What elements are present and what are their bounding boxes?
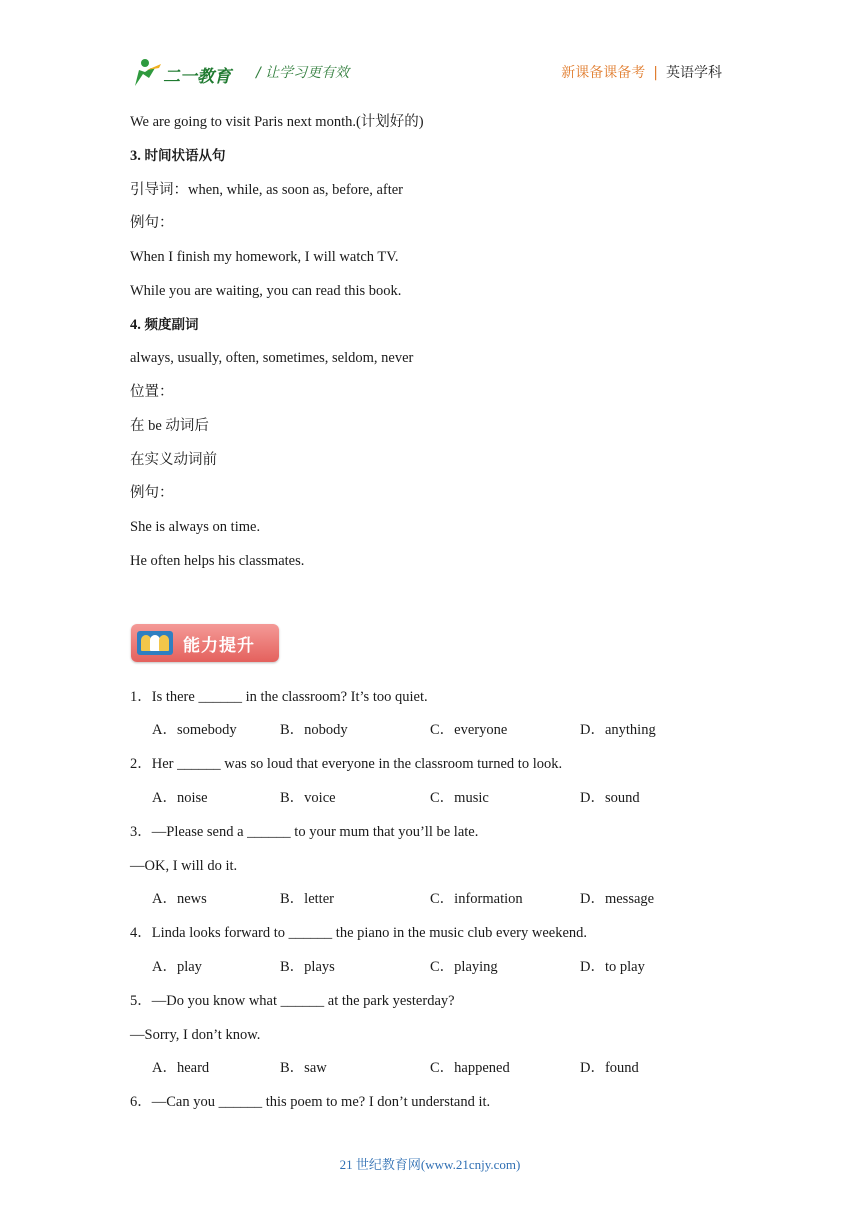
option-d: D．message <box>580 891 655 907</box>
question-stem: 5．—Do you know what ______ at the park yesterday? <box>130 993 455 1009</box>
option-d: D．to play <box>580 959 645 975</box>
text-line: 位置： <box>130 384 174 400</box>
question-stem: 4．Linda looks forward to ______ the piano in the music club every weekend. <box>130 925 588 941</box>
section-heading <box>130 146 226 166</box>
option-c: C．music <box>430 790 489 806</box>
option-c: C．information <box>430 891 523 907</box>
option-b: B．plays <box>280 959 335 975</box>
option-a: A．heard <box>152 1060 210 1076</box>
text-line: He often helps his classmates. <box>130 553 305 569</box>
section-title: 频度副词 <box>144 317 199 333</box>
header-slogan: / 让学习更有效 <box>256 65 350 81</box>
text-line: 在实义动词前 <box>130 452 217 468</box>
option-c: C．happened <box>430 1060 510 1076</box>
header-subject-label: 英语学科 <box>666 65 722 81</box>
text-line: When I finish my homework, I will watch TV. <box>130 249 399 265</box>
section-banner <box>131 624 279 662</box>
question-stem: 3．—Please send a ______ to your mum that you’ll be late. <box>130 824 479 840</box>
question-reply: —OK, I will do it. <box>130 858 238 874</box>
option-b: B．voice <box>280 790 336 806</box>
question-stem: 1．Is there ______ in the classroom? It’s too quiet. <box>130 689 428 705</box>
text-line: We are going to visit Paris next month.(计划好的) <box>130 114 424 130</box>
text-line: She is always on time. <box>130 519 261 535</box>
option-d: D．anything <box>580 722 656 738</box>
option-b: B．nobody <box>280 722 348 738</box>
option-a: A．play <box>152 959 202 975</box>
text-line: 例句： <box>130 215 174 231</box>
header-right <box>561 62 722 82</box>
text-line: 引导词：when, while, as soon as, before, after <box>130 182 404 198</box>
section-title: 时间状语从句 <box>144 148 226 164</box>
people-group-icon <box>137 631 173 655</box>
text-line: While you are waiting, you can read this book. <box>130 283 402 299</box>
option-c: C．everyone <box>430 722 508 738</box>
option-a: A．somebody <box>152 722 237 738</box>
question-stem: 6．—Can you ______ this poem to me? I don’t understand it. <box>130 1094 491 1110</box>
section-number: 3. <box>130 148 141 164</box>
logo-text: 二一教育 <box>163 67 231 87</box>
option-d: D．found <box>580 1060 639 1076</box>
text-line: 例句： <box>130 485 174 501</box>
header-separator: | <box>653 65 658 81</box>
option-a: A．news <box>152 891 207 907</box>
section-number: 4. <box>130 317 141 333</box>
question-stem: 2．Her ______ was so loud that everyone in the classroom turned to look. <box>130 756 563 772</box>
option-b: B．saw <box>280 1060 327 1076</box>
header-course-label: 新课备课备考 <box>561 65 646 81</box>
option-b: B．letter <box>280 891 334 907</box>
section-banner-label: 能力提升 <box>183 636 255 656</box>
page-footer: 21 世纪教育网(www.21cnjy.com) <box>339 1157 521 1172</box>
option-c: C．playing <box>430 959 498 975</box>
question-reply: —Sorry, I don’t know. <box>130 1027 261 1043</box>
text-line: always, usually, often, sometimes, seldom, never <box>130 350 414 366</box>
section-heading <box>130 315 199 335</box>
option-a: A．noise <box>152 790 208 806</box>
option-d: D．sound <box>580 790 640 806</box>
logo <box>131 56 243 90</box>
text-line: 在 be 动词后 <box>130 418 209 434</box>
